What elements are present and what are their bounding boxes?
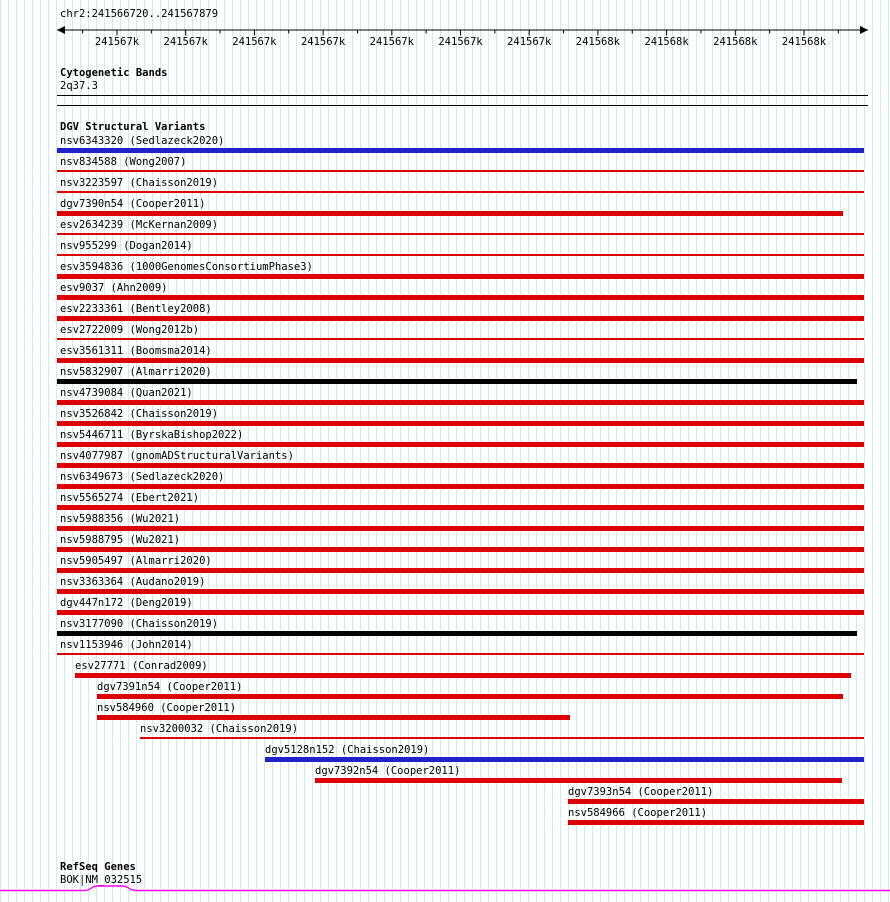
ruler-tick-label: 241567k [507, 36, 552, 48]
variant-bar[interactable] [57, 400, 864, 405]
variant-label[interactable]: nsv5905497 (Almarri2020) [60, 555, 212, 567]
variant-label[interactable]: esv3594836 (1000GenomesConsortiumPhase3) [60, 261, 313, 273]
variant-label[interactable]: esv2722009 (Wong2012b) [60, 324, 200, 336]
variant-bar[interactable] [57, 610, 864, 615]
variant-label[interactable]: dgv7390n54 (Cooper2011) [60, 198, 206, 210]
variant-row [0, 785, 890, 806]
variant-bar[interactable] [140, 737, 864, 739]
variant-row [0, 533, 890, 554]
variant-bar[interactable] [57, 358, 864, 363]
region-coordinates: chr2:241566720..241567879 [60, 8, 219, 20]
variant-label[interactable]: esv27771 (Conrad2009) [75, 660, 208, 672]
variant-label[interactable]: esv3561311 (Boomsma2014) [60, 345, 212, 357]
refseq-gene-line [0, 886, 890, 891]
variant-bar[interactable] [57, 653, 864, 655]
variant-row [0, 470, 890, 491]
variant-label[interactable]: nsv3200032 (Chaisson2019) [140, 723, 299, 735]
variant-bar[interactable] [57, 379, 857, 384]
variant-bar[interactable] [57, 295, 864, 300]
variant-label[interactable]: nsv3177090 (Chaisson2019) [60, 618, 219, 630]
variant-row [0, 176, 890, 197]
variant-row [0, 764, 890, 785]
variant-label[interactable]: esv2233361 (Bentley2008) [60, 303, 212, 315]
variant-row [0, 806, 890, 827]
variant-row [0, 260, 890, 281]
ruler-tick-label: 241568k [781, 36, 827, 48]
variant-label[interactable]: dgv7393n54 (Cooper2011) [568, 786, 714, 798]
ruler-tick-label: 241567k [163, 36, 208, 48]
variant-bar[interactable] [57, 484, 864, 489]
variant-row [0, 659, 890, 680]
variant-label[interactable]: dgv7391n54 (Cooper2011) [97, 681, 243, 693]
variant-label[interactable]: esv9037 (Ahn2009) [60, 282, 168, 294]
variant-label[interactable]: nsv584960 (Cooper2011) [97, 702, 237, 714]
variant-bar[interactable] [75, 673, 851, 678]
variant-bar[interactable] [57, 505, 864, 510]
variant-row [0, 617, 890, 638]
variant-label[interactable]: nsv5446711 (ByrskaBishop2022) [60, 429, 244, 441]
variant-row [0, 701, 890, 722]
cytoband-label: 2q37.3 [60, 80, 98, 92]
variant-label[interactable]: nsv5988356 (Wu2021) [60, 513, 181, 525]
ruler-tick-label: 241568k [644, 36, 689, 48]
variant-label[interactable]: nsv3223597 (Chaisson2019) [60, 177, 219, 189]
variant-row [0, 155, 890, 176]
variant-row [0, 638, 890, 659]
variant-bar[interactable] [568, 820, 864, 825]
variant-row [0, 407, 890, 428]
variant-bar[interactable] [57, 233, 864, 235]
variant-bar[interactable] [265, 757, 864, 762]
variant-label[interactable]: nsv584966 (Cooper2011) [568, 807, 708, 819]
variant-row [0, 743, 890, 764]
variant-label[interactable]: dgv7392n54 (Cooper2011) [315, 765, 461, 777]
variant-label[interactable]: nsv4077987 (gnomADStructuralVariants) [60, 450, 294, 462]
variant-row [0, 428, 890, 449]
variant-row [0, 323, 890, 344]
variant-bar[interactable] [57, 421, 864, 426]
variant-label[interactable]: nsv6343320 (Sedlazeck2020) [60, 135, 225, 147]
variant-label[interactable]: dgv5128n152 (Chaisson2019) [265, 744, 430, 756]
variant-bar[interactable] [57, 526, 864, 531]
variant-bar[interactable] [57, 170, 864, 172]
ruler-tick-label: 241567k [438, 36, 483, 48]
section-title-cytogenetic-bands: Cytogenetic Bands [60, 67, 168, 79]
variant-label[interactable]: nsv5565274 (Ebert2021) [60, 492, 200, 504]
variant-label[interactable]: nsv3363364 (Audano2019) [60, 576, 206, 588]
variant-row [0, 575, 890, 596]
variant-row [0, 512, 890, 533]
variant-bar[interactable] [57, 338, 864, 340]
variant-bar[interactable] [57, 463, 864, 468]
variant-row [0, 134, 890, 155]
variant-row [0, 449, 890, 470]
ruler-tick-label: 241567k [94, 36, 140, 48]
section-title-dgv-variants: DGV Structural Variants [60, 121, 206, 133]
variant-row [0, 365, 890, 386]
variant-row [0, 680, 890, 701]
variant-row [0, 197, 890, 218]
variant-bar[interactable] [57, 274, 864, 279]
variant-bar[interactable] [97, 715, 570, 720]
ruler-tick-label: 241568k [575, 36, 621, 48]
variant-bar[interactable] [57, 254, 864, 256]
variant-row [0, 722, 890, 743]
variant-label[interactable]: nsv5832907 (Almarri2020) [60, 366, 212, 378]
variant-bar[interactable] [57, 211, 843, 216]
variant-bar[interactable] [315, 778, 842, 783]
variant-bar[interactable] [57, 547, 864, 552]
variant-bar[interactable] [57, 568, 864, 573]
variant-row [0, 302, 890, 323]
variant-row [0, 239, 890, 260]
variant-row [0, 218, 890, 239]
variant-label[interactable]: nsv4739084 (Quan2021) [60, 387, 193, 399]
variant-bar[interactable] [57, 589, 864, 594]
ruler-tick-label: 241567k [369, 36, 414, 48]
refseq-gene-label[interactable]: BOK|NM_032515 [60, 874, 143, 886]
ruler-tick-label: 241567k [232, 36, 277, 48]
variant-row [0, 281, 890, 302]
variant-bar[interactable] [568, 799, 864, 804]
variant-bar[interactable] [57, 148, 864, 153]
variant-bar[interactable] [97, 694, 843, 699]
variant-label[interactable]: nsv5988795 (Wu2021) [60, 534, 181, 546]
variant-row [0, 344, 890, 365]
variant-label[interactable]: nsv834588 (Wong2007) [60, 156, 187, 168]
variant-row [0, 596, 890, 617]
variant-label[interactable]: nsv1153946 (John2014) [60, 639, 193, 651]
section-title-refseq-genes: RefSeq Genes [60, 861, 136, 873]
ruler-tick-label: 241568k [713, 36, 758, 48]
variant-bar[interactable] [57, 631, 857, 636]
variant-bar[interactable] [57, 191, 864, 193]
refseq-gene-glyph[interactable] [0, 884, 890, 896]
variant-label[interactable]: esv2634239 (McKernan2009) [60, 219, 219, 231]
variant-label[interactable]: nsv3526842 (Chaisson2019) [60, 408, 219, 420]
variant-label[interactable]: nsv6349673 (Sedlazeck2020) [60, 471, 225, 483]
ruler-tick-label: 241567k [300, 36, 346, 48]
variant-row [0, 554, 890, 575]
variant-row [0, 386, 890, 407]
variant-row [0, 491, 890, 512]
variant-label[interactable]: nsv955299 (Dogan2014) [60, 240, 193, 252]
variant-label[interactable]: dgv447n172 (Deng2019) [60, 597, 193, 609]
variant-bar[interactable] [57, 316, 864, 321]
variant-bar[interactable] [57, 442, 864, 447]
